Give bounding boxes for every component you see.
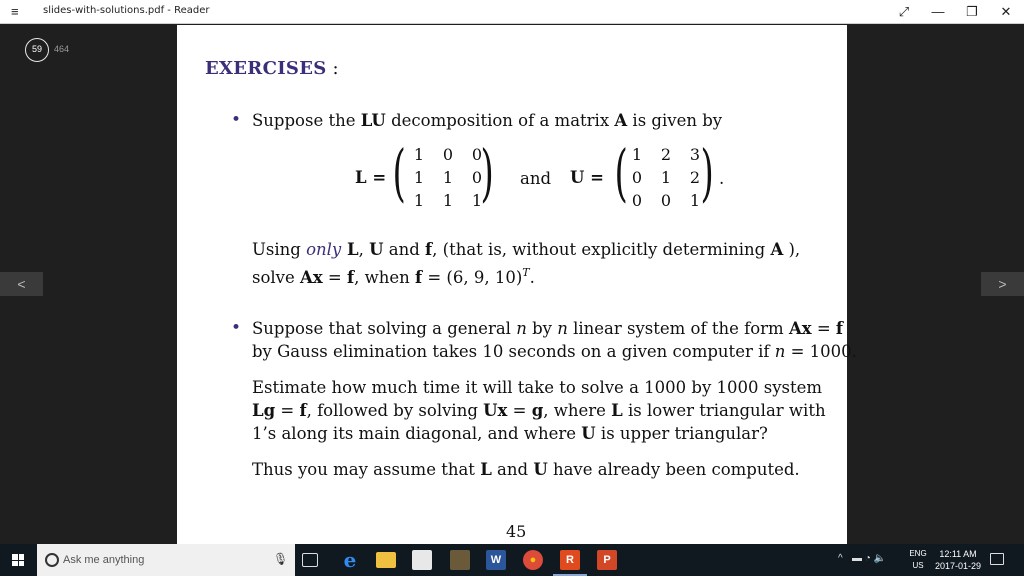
matrix-u-label: U = (570, 168, 604, 187)
matrix-l-cell: 1 (442, 191, 454, 210)
matrix-u-cell: 0 (631, 168, 643, 187)
system-tray-icons[interactable]: ▬ ◔ 🔈 (852, 553, 887, 564)
title-bar (0, 0, 1024, 24)
minimize-button[interactable]: — (931, 4, 945, 19)
microphone-icon[interactable]: 🎙 (273, 552, 289, 566)
matrix-l-cell: 0 (442, 145, 454, 164)
and-text: and (520, 169, 552, 188)
matrix-u-cell: 0 (660, 191, 672, 210)
matrix-u-cell: 2 (689, 168, 701, 187)
matrix-u-cell: 1 (660, 168, 672, 187)
reader-app-icon[interactable]: R (560, 550, 580, 570)
slide-page-number: 45 (506, 522, 527, 541)
store-icon[interactable] (412, 550, 432, 570)
taskbar (0, 544, 1024, 576)
next-page-button[interactable]: > (981, 272, 1024, 296)
previous-page-button[interactable]: < (0, 272, 43, 296)
search-placeholder: Ask me anything (63, 554, 145, 566)
close-button[interactable]: ✕ (1000, 4, 1012, 19)
current-page-badge[interactable]: 59 (25, 38, 49, 62)
clock[interactable]: 12:11 AM 2017-01-29 (934, 549, 982, 571)
bullet1-text-line2: solve Ax = f, when f = (6, 9, 10)$^T$. (252, 266, 535, 287)
matrix-period: . (719, 169, 725, 188)
matrix-l-cell: 1 (413, 145, 425, 164)
cortana-icon (45, 553, 59, 567)
right-paren-icon: ) (480, 136, 494, 209)
app-icon[interactable] (450, 550, 470, 570)
bullet1-intro: Suppose the LU decomposition of a matrix A is given by (252, 111, 723, 130)
matrix-u-cell: 1 (689, 191, 701, 210)
bullet1-text-line1: Using only L, U and f, (that is, without explicitly determining A ), (252, 240, 801, 259)
bullet2-para3: Thus you may assume that L and U have already been computed. (252, 460, 800, 479)
matrix-u-cell: 2 (660, 145, 672, 164)
bullet2-line1: Suppose that solving a general n by n linear system of the form Ax = f (252, 319, 844, 338)
reader-viewport[interactable] (0, 25, 1024, 544)
matrix-u-cell: 1 (631, 145, 643, 164)
fullscreen-icon[interactable]: ⤢ (898, 4, 910, 19)
input-language[interactable]: ENG US (909, 549, 927, 570)
matrix-l-cell: 1 (413, 168, 425, 187)
bullet-icon: • (231, 318, 242, 338)
menu-icon[interactable]: ≡ (11, 4, 19, 19)
word-icon[interactable]: W (486, 550, 506, 570)
window-title: slides-with-solutions.pdf - Reader (43, 5, 210, 16)
matrix-u-cell: 0 (631, 191, 643, 210)
matrix-l-label: L = (355, 168, 387, 187)
start-button[interactable] (0, 544, 36, 576)
matrix-l-cell: 1 (471, 191, 483, 210)
chrome-icon[interactable]: ● (523, 550, 543, 570)
bullet2-para2-line1: Estimate how much time it will take to solve a 1000 by 1000 system (252, 378, 823, 397)
total-pages: 464 (54, 44, 70, 54)
left-paren-icon: ( (614, 136, 628, 209)
show-hidden-icons-icon[interactable]: ^ (838, 553, 843, 564)
pdf-page (177, 25, 857, 544)
matrix-u-cell: 3 (689, 145, 701, 164)
left-paren-icon: ( (392, 136, 406, 209)
bullet2-para2-line2: Lg = f, followed by solving Ux = g, where L is lower triangular with (252, 401, 826, 420)
edge-icon[interactable]: e (343, 548, 357, 572)
task-view-icon[interactable] (302, 553, 318, 567)
powerpoint-icon[interactable]: P (597, 550, 617, 570)
slide-heading: EXERCISES : (205, 58, 339, 79)
bullet2-para2-line3: 1’s along its main diagonal, and where U is upper triangular? (252, 424, 768, 443)
file-explorer-icon[interactable] (376, 552, 396, 568)
bullet-icon: • (231, 110, 242, 130)
bullet2-line2: by Gauss elimination takes 10 seconds on a given computer if n = 1000. (252, 342, 857, 361)
windows-logo-icon (12, 554, 24, 566)
restore-button[interactable]: ❐ (966, 4, 978, 19)
right-paren-icon: ) (700, 136, 714, 209)
action-center-icon[interactable] (990, 553, 1004, 565)
matrix-l-cell: 0 (471, 145, 483, 164)
matrix-l-cell: 0 (471, 168, 483, 187)
search-box[interactable] (37, 544, 295, 576)
matrix-l-cell: 1 (442, 168, 454, 187)
matrix-l-cell: 1 (413, 191, 425, 210)
